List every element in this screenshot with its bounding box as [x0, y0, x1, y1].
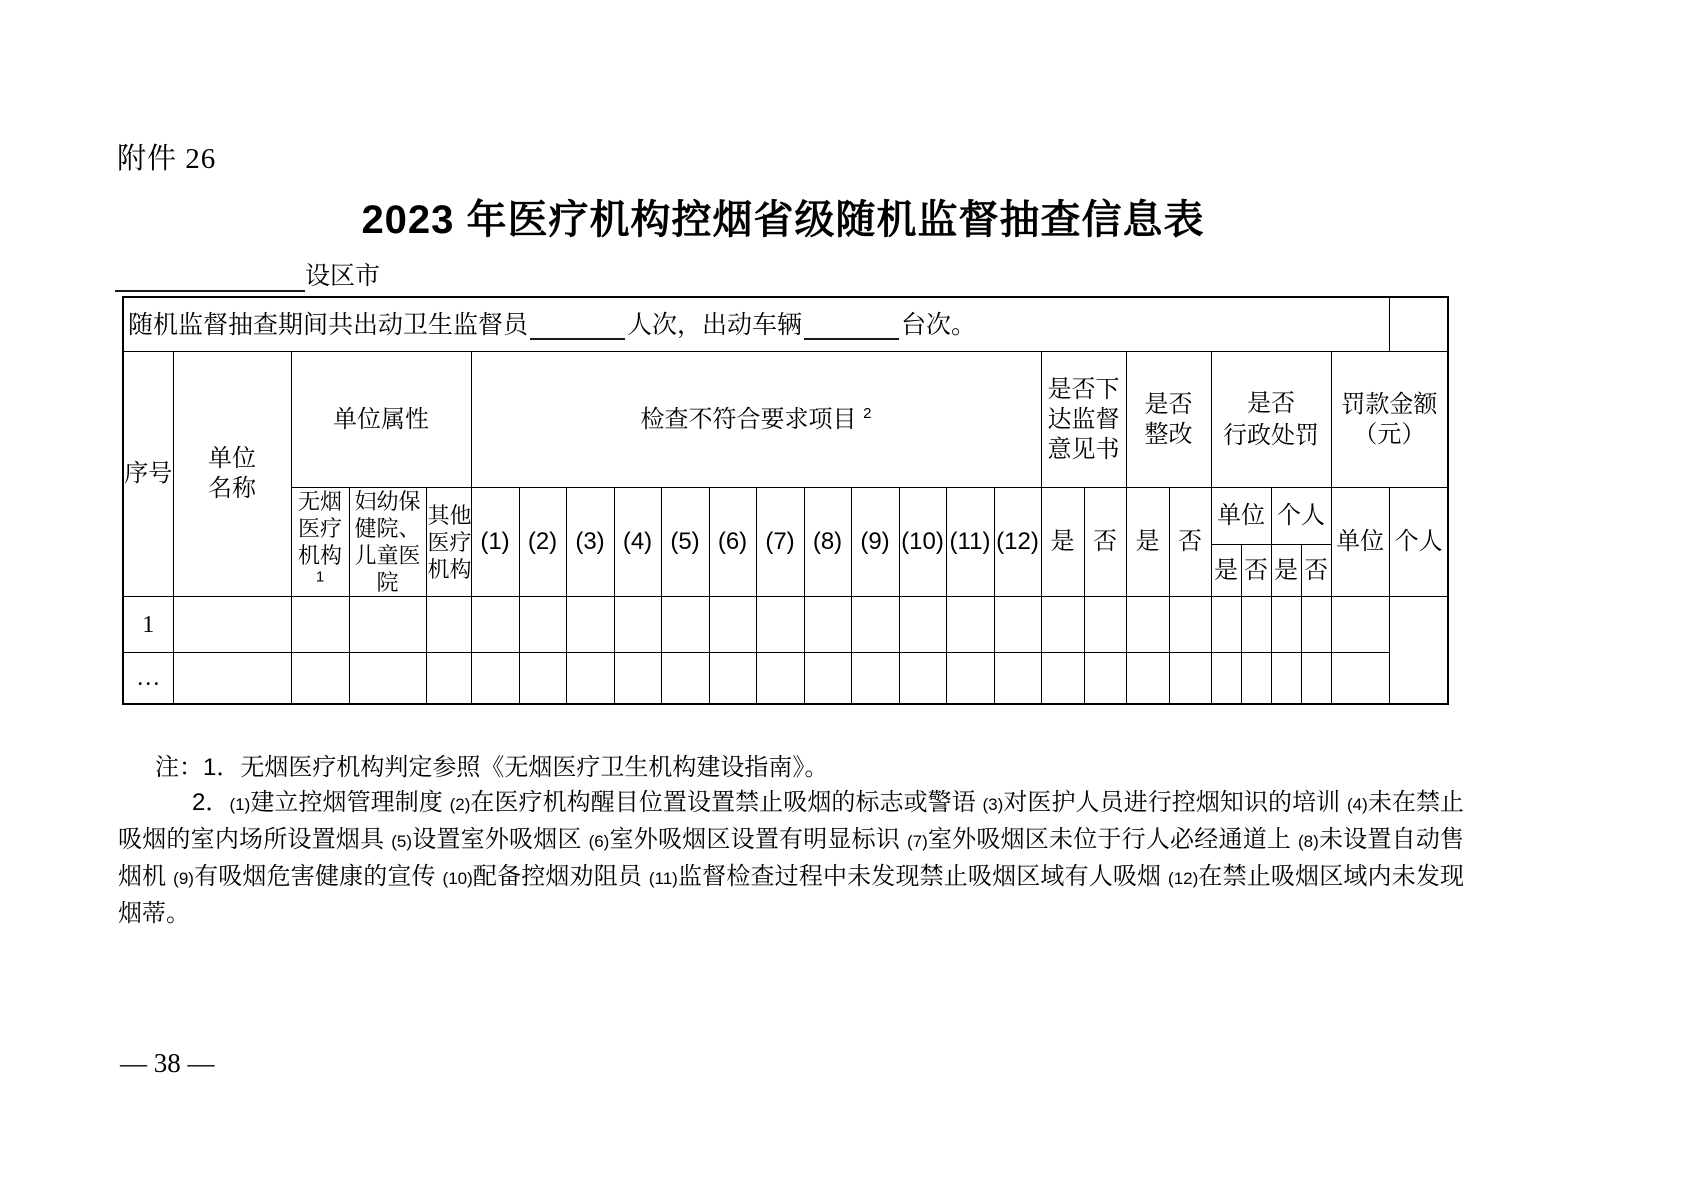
header-penalty-individual-yes: 是	[1271, 545, 1301, 597]
empty-cell	[349, 597, 426, 653]
note-item-marker: (3)	[982, 795, 1004, 814]
header-items-title: 检查不符合要求项目 $^2$	[471, 352, 1041, 488]
intro-text-2: 人次，出动车辆	[627, 310, 803, 339]
empty-cell	[1169, 653, 1211, 705]
empty-cell	[994, 653, 1041, 705]
header-row-1	[123, 352, 1448, 488]
header-penalty-individual: 个人	[1271, 488, 1331, 545]
empty-cell	[173, 597, 291, 653]
note-item-marker: (12)	[1168, 869, 1199, 888]
note-item-text: 监督检查过程中未发现禁止吸烟区域有人吸烟	[677, 863, 1162, 890]
items-title-superscript: 2	[863, 404, 872, 422]
empty-cell	[709, 653, 756, 705]
header-fine-amount: 罚款金额（元）	[1331, 352, 1448, 488]
intro-text-1: 随机监督抽查期间共出动卫生监督员	[128, 310, 529, 339]
note-item-marker: (11)	[648, 869, 678, 888]
empty-cell	[1331, 653, 1389, 705]
empty-cell	[471, 653, 519, 705]
table-intro-row	[123, 297, 1448, 352]
note-item-text: 室外吸烟区设置有明显标识	[609, 826, 901, 853]
header-notice-yes: 是	[1041, 488, 1084, 597]
note-2	[118, 785, 1464, 931]
header-unit-attr: 单位属性	[291, 352, 471, 488]
note-item-text: 在禁止吸烟区域内未发现烟蒂。	[118, 863, 1465, 927]
note-item-marker: (5)	[391, 832, 412, 851]
empty-cell	[899, 597, 946, 653]
note-item-marker: (1)	[229, 795, 251, 814]
empty-cell	[946, 597, 994, 653]
header-seq: 序号	[123, 352, 173, 597]
table-row	[123, 597, 1448, 653]
empty-cell	[1271, 653, 1301, 705]
note-item-text: 配备控烟劝阻员	[472, 863, 643, 890]
empty-cell	[899, 653, 946, 705]
empty-cell	[1241, 597, 1271, 653]
empty-cell	[1084, 597, 1126, 653]
note-2-items	[118, 789, 1464, 927]
note-1-text: 1．无烟医疗机构判定参照《无烟医疗卫生机构建设指南》。	[203, 754, 829, 781]
note-item-marker: (7)	[906, 832, 928, 851]
empty-cell	[1041, 597, 1084, 653]
note-item-marker: (2)	[449, 795, 471, 814]
empty-cell	[804, 653, 851, 705]
empty-cell	[661, 653, 709, 705]
header-admin-penalty: 是否 行政处罚	[1211, 352, 1331, 488]
table-row	[123, 653, 1448, 705]
empty-cell	[851, 653, 899, 705]
header-fine-individual: 个人	[1389, 488, 1448, 597]
item-col-header: (2)	[519, 488, 566, 597]
blank-underline	[115, 266, 305, 292]
page-title: 2023 年医疗机构控烟省级随机监督抽查信息表	[361, 198, 1205, 242]
row-seq: 1	[123, 597, 173, 653]
item-col-header: (8)	[804, 488, 851, 597]
note-item-text: 未设置自动售烟机	[118, 826, 1465, 890]
empty-cell	[349, 653, 426, 705]
note-item-marker: (9)	[173, 869, 194, 888]
intro-cell	[123, 297, 1389, 352]
empty-cell	[1211, 653, 1241, 705]
header-penalty-unit-yes: 是	[1211, 545, 1241, 597]
header-attr-no-smoking: 无烟医疗机构$^1$	[291, 488, 349, 597]
note-item-marker: (4)	[1346, 795, 1368, 814]
empty-cell	[426, 597, 471, 653]
header-notice-no: 否	[1084, 488, 1126, 597]
header-penalty-unit-no: 否	[1241, 545, 1271, 597]
empty-cell	[1211, 597, 1241, 653]
notes-block	[118, 750, 1464, 931]
item-col-header: (9)	[851, 488, 899, 597]
empty-cell	[946, 653, 994, 705]
empty-cell	[994, 597, 1041, 653]
empty-cell	[291, 653, 349, 705]
note-item-text: 室外吸烟区未位于行人必经通道上	[927, 826, 1292, 853]
header-rectify: 是否整改	[1126, 352, 1211, 488]
note-prefix: 注：	[155, 754, 203, 781]
note-item-text: 建立控烟管理制度	[250, 789, 443, 816]
region-label: 设区市	[305, 262, 381, 290]
note-item-text: 有吸烟危害健康的宣传	[193, 863, 436, 890]
empty-cell	[426, 653, 471, 705]
row-seq: …	[123, 653, 173, 705]
empty-cell	[1241, 653, 1271, 705]
header-rectify-yes: 是	[1126, 488, 1169, 597]
inspection-table	[122, 296, 1449, 705]
empty-cell	[1126, 597, 1169, 653]
note-1	[118, 750, 1464, 785]
item-col-header: (12)	[994, 488, 1041, 597]
region-line	[115, 256, 380, 292]
note-item-marker: (10)	[442, 869, 473, 888]
empty-cell	[1301, 597, 1331, 653]
note-item-text: 未在禁止吸烟的室内场所设置烟具	[118, 789, 1465, 853]
empty-cell	[804, 597, 851, 653]
empty-cell	[709, 597, 756, 653]
header-attr-other: 其他医疗机构	[426, 488, 471, 597]
header-fine-unit: 单位	[1331, 488, 1389, 597]
empty-cell	[756, 653, 804, 705]
item-col-header: (7)	[756, 488, 804, 597]
attr-superscript: 1	[315, 568, 325, 586]
intro-text-3: 台次。	[901, 310, 977, 339]
header-unit-name: 单位名称	[173, 352, 291, 597]
item-col-header: (5)	[661, 488, 709, 597]
empty-cell	[614, 597, 661, 653]
blank-underline	[530, 314, 625, 340]
header-row-2	[123, 488, 1448, 545]
empty-cell	[661, 597, 709, 653]
empty-cell	[1271, 597, 1301, 653]
empty-cell	[1041, 653, 1084, 705]
item-col-header: (10)	[899, 488, 946, 597]
item-col-header: (3)	[566, 488, 614, 597]
empty-cell	[471, 597, 519, 653]
empty-cell	[173, 653, 291, 705]
note-item-text: 对医护人员进行控烟知识的培训	[1003, 789, 1341, 816]
note-item-text: 设置室外吸烟区	[411, 826, 582, 853]
header-rectify-no: 否	[1169, 488, 1211, 597]
note-2-prefix: 2．	[192, 789, 230, 816]
header-penalty-individual-no: 否	[1301, 545, 1331, 597]
empty-cell	[1331, 597, 1389, 653]
attachment-label: 附件 26	[117, 143, 217, 175]
blank-underline	[804, 314, 899, 340]
empty-cell	[519, 597, 566, 653]
empty-cell	[1301, 653, 1331, 705]
empty-cell	[851, 597, 899, 653]
note-item-marker: (8)	[1298, 832, 1319, 851]
header-penalty-unit: 单位	[1211, 488, 1271, 545]
empty-cell	[291, 597, 349, 653]
empty-cell	[519, 653, 566, 705]
header-attr-maternal: 妇幼保健院、儿童医院	[349, 488, 426, 597]
note-item-marker: (6)	[588, 832, 610, 851]
page-number: — 38 —	[120, 1048, 215, 1078]
empty-cell	[1084, 653, 1126, 705]
item-col-header: (11)	[946, 488, 994, 597]
note-item-text: 在医疗机构醒目位置设置禁止吸烟的标志或警语	[470, 789, 976, 816]
header-notice: 是否下达监督意见书	[1041, 352, 1126, 488]
empty-cell	[1169, 597, 1211, 653]
empty-cell	[566, 653, 614, 705]
item-col-header: (4)	[614, 488, 661, 597]
item-col-header: (1)	[471, 488, 519, 597]
empty-cell	[614, 653, 661, 705]
empty-cell	[1126, 653, 1169, 705]
empty-cell	[756, 597, 804, 653]
empty-cell	[566, 597, 614, 653]
item-col-header: (6)	[709, 488, 756, 597]
